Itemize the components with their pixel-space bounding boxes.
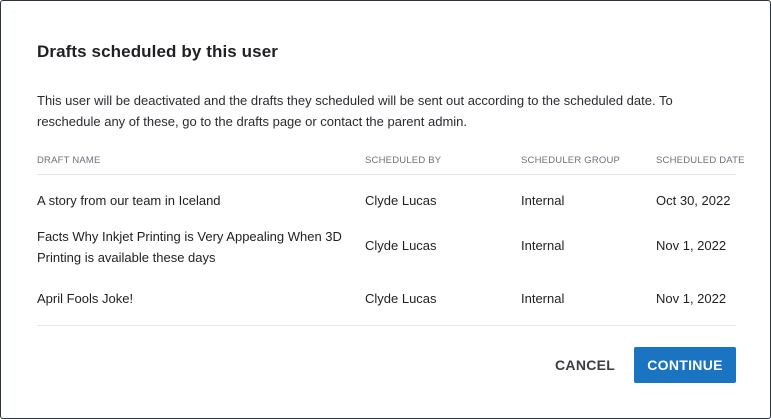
cell-scheduler-group: Internal xyxy=(521,291,565,306)
cancel-button[interactable]: CANCEL xyxy=(549,347,619,383)
header-scheduled-date: SCHEDULED DATE xyxy=(656,155,745,166)
cell-scheduled-date: Nov 1, 2022 xyxy=(656,238,727,253)
cell-scheduled-by: Clyde Lucas xyxy=(365,238,437,253)
cell-draft-name: April Fools Joke! xyxy=(37,291,134,306)
cell-scheduled-by: Clyde Lucas xyxy=(365,193,437,208)
cell-scheduler-group: Internal xyxy=(521,238,565,253)
cell-scheduler-group: Internal xyxy=(521,193,565,208)
footer-divider xyxy=(37,325,736,326)
header-scheduled-by: SCHEDULED BY xyxy=(365,155,442,166)
cell-draft-name: A story from our team in Iceland xyxy=(37,193,221,208)
cell-scheduled-by: Clyde Lucas xyxy=(365,291,437,306)
table-header xyxy=(37,149,745,175)
dialog-description: This user will be deactivated and the drafts they scheduled will be sent out according to the scheduled date. To reschedule any of these, go to the drafts page or contact the parent admin. xyxy=(37,93,673,129)
cell-scheduled-date: Oct 30, 2022 xyxy=(656,193,731,208)
dialog-title: Drafts scheduled by this user xyxy=(37,42,278,61)
drafts-table xyxy=(37,149,745,306)
continue-button[interactable]: CONTINUE xyxy=(634,347,736,383)
cell-scheduled-date: Nov 1, 2022 xyxy=(656,291,727,306)
header-draft-name: DRAFT NAME xyxy=(37,155,101,166)
cell-draft-name: Facts Why Inkjet Printing is Very Appealing When 3D Printing is available these days xyxy=(37,229,342,265)
header-scheduler-group: SCHEDULER GROUP xyxy=(521,155,621,166)
